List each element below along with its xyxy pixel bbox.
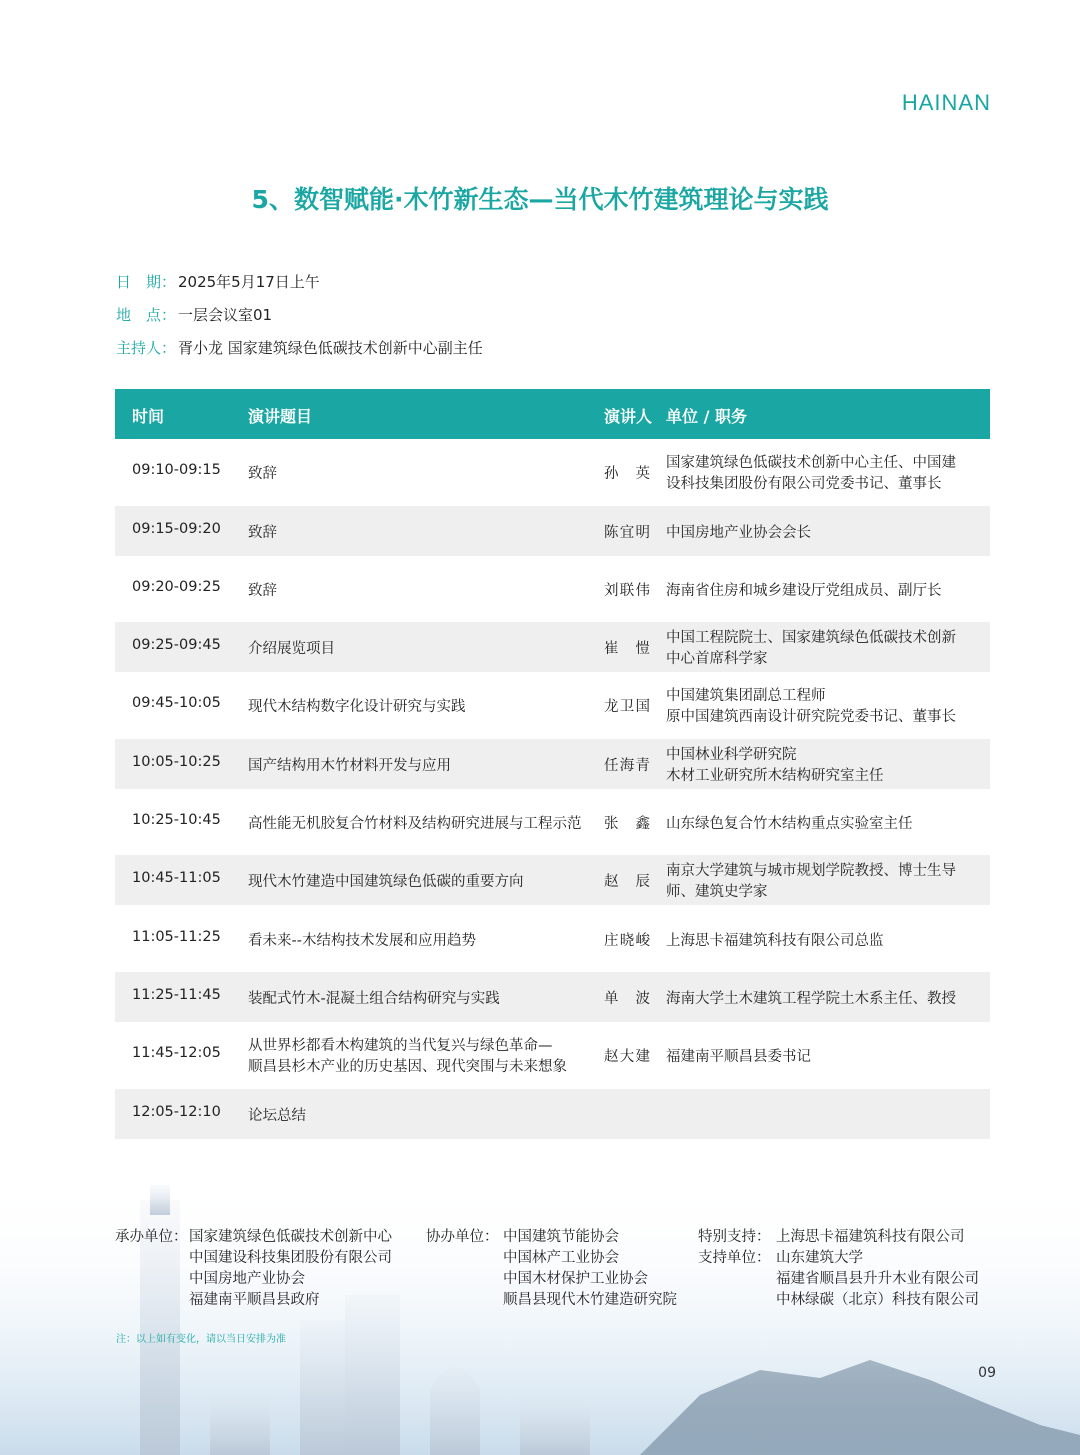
row-speaker: 孙 英	[604, 466, 650, 483]
org-line: 南京大学建筑与城市规划学院教授、博士生导	[666, 863, 956, 880]
table-row	[115, 622, 990, 672]
row-topic	[248, 462, 598, 483]
organizer-item: 中国房地产业协会	[189, 1271, 305, 1287]
org-line: 山东绿色复合竹木结构重点实验室主任	[666, 816, 913, 833]
organizer-item: 国家建筑绿色低碳技术创新中心	[189, 1229, 392, 1245]
place-value: 一层会议室01	[178, 306, 273, 324]
org-line: 福建南平顺昌县委书记	[666, 1049, 811, 1066]
support-label: 支持单位：	[698, 1250, 771, 1266]
table-row	[115, 914, 990, 964]
org-line: 海南省住房和城乡建设厅党组成员、副厅长	[666, 582, 942, 599]
row-speaker: 刘联伟	[604, 582, 650, 599]
row-time: 11:45-12:05	[132, 1045, 221, 1062]
table-row	[115, 972, 990, 1022]
topic-line: 从世界杉都看木构建筑的当代复兴与绿色革命—	[248, 1038, 553, 1055]
row-speaker: 崔 愷	[604, 641, 650, 658]
topic-line: 致辞	[248, 466, 277, 483]
row-org	[666, 453, 984, 495]
co-organizers-list	[503, 1225, 677, 1309]
header-org: 单位 / 职务	[666, 407, 747, 426]
row-speaker: 任海青	[604, 757, 650, 774]
row-time: 10:05-10:25	[132, 753, 221, 770]
table-row	[115, 564, 990, 614]
organizer-item: 福建南平顺昌县政府	[189, 1292, 320, 1308]
supporter-item: 山东建筑大学	[776, 1250, 863, 1266]
row-time: 10:45-11:05	[132, 870, 221, 887]
supporter-item: 中林绿碳（北京）科技有限公司	[776, 1292, 979, 1308]
table-row	[115, 447, 990, 497]
organizer-label: 承办单位：	[115, 1229, 188, 1245]
row-topic	[248, 1104, 598, 1125]
organizer-item: 中国建设科技集团股份有限公司	[189, 1250, 392, 1266]
row-speaker: 单 波	[604, 990, 650, 1007]
date-info	[116, 271, 320, 292]
supporter-item: 福建省顺昌县升升木业有限公司	[776, 1271, 979, 1287]
special-item: 上海思卡福建筑科技有限公司	[776, 1229, 965, 1245]
row-org	[666, 521, 984, 542]
host-label: 主持人：	[116, 339, 177, 357]
row-speaker: 张 鑫	[604, 816, 650, 833]
host-info	[116, 337, 483, 358]
row-speaker: 龙卫国	[604, 699, 650, 716]
org-line: 中国工程院院士、国家建筑绿色低碳技术创新	[666, 630, 956, 647]
topic-line: 现代木结构数字化设计研究与实践	[248, 699, 466, 716]
row-time: 12:05-12:10	[132, 1103, 221, 1120]
org-line: 木材工业研究所木结构研究室主任	[666, 767, 884, 784]
support-list	[776, 1225, 979, 1309]
place-info	[116, 304, 272, 325]
row-time: 09:10-09:15	[132, 462, 221, 479]
topic-line: 顺昌县杉木产业的历史基因、现代突围与未来想象	[248, 1059, 567, 1076]
row-topic	[248, 637, 598, 658]
row-org	[666, 812, 984, 833]
row-topic	[248, 754, 598, 775]
org-line: 中国建筑集团副总工程师	[666, 688, 826, 705]
header-topic: 演讲题目	[248, 407, 313, 426]
row-time: 09:15-09:20	[132, 520, 221, 537]
org-line: 设科技集团股份有限公司党委书记、董事长	[666, 476, 942, 493]
row-speaker: 赵 辰	[604, 874, 650, 891]
row-org	[666, 987, 984, 1008]
row-org	[666, 745, 984, 787]
row-time: 09:25-09:45	[132, 637, 221, 654]
topic-line: 国产结构用木竹材料开发与应用	[248, 757, 451, 774]
header-time: 时间	[132, 407, 165, 426]
row-topic	[248, 987, 598, 1008]
table-row	[115, 506, 990, 556]
row-time: 10:25-10:45	[132, 812, 221, 829]
row-topic	[248, 1036, 598, 1078]
row-org	[666, 579, 984, 600]
row-time: 11:05-11:25	[132, 928, 221, 945]
topic-line: 看未来--木结构技术发展和应用趋势	[248, 932, 476, 949]
table-row	[115, 1030, 990, 1080]
topic-line: 现代木竹建造中国建筑绿色低碳的重要方向	[248, 874, 524, 891]
table-header	[115, 389, 990, 439]
co-organizers-block	[426, 1225, 499, 1246]
org-line: 上海思卡福建筑科技有限公司总监	[666, 932, 884, 949]
organizers-list	[189, 1225, 392, 1309]
topic-line: 高性能无机胶复合竹材料及结构研究进展与工程示范	[248, 816, 582, 833]
co-organizer-item: 中国林产工业协会	[503, 1250, 619, 1266]
agenda-table	[115, 389, 990, 1139]
page-title: 5、数智赋能·木竹新生态—当代木竹建筑理论与实践	[251, 185, 829, 214]
row-topic	[248, 695, 598, 716]
page-number: 09	[978, 1365, 996, 1381]
topic-line: 致辞	[248, 524, 277, 541]
row-topic	[248, 929, 598, 950]
footnote: 注：以上如有变化，请以当日安排为准	[116, 1334, 286, 1345]
row-speaker: 庄晓峻	[604, 932, 650, 949]
row-org	[666, 861, 984, 903]
table-row	[115, 680, 990, 730]
date-value: 2025年5月17日上午	[178, 273, 320, 291]
table-row	[115, 797, 990, 847]
co-organizer-item: 顺昌县现代木竹建造研究院	[503, 1292, 677, 1308]
header-speaker: 演讲人	[604, 407, 653, 426]
row-topic	[248, 579, 598, 600]
support-labels	[698, 1225, 771, 1267]
org-line: 中国林业科学研究院	[666, 746, 797, 763]
row-speaker: 赵大建	[604, 1049, 650, 1066]
row-org	[666, 628, 984, 670]
row-time: 09:20-09:25	[132, 578, 221, 595]
org-line: 海南大学土木建筑工程学院土木系主任、教授	[666, 990, 956, 1007]
row-topic	[248, 521, 598, 542]
table-row	[115, 855, 990, 905]
topic-line: 论坛总结	[248, 1107, 306, 1124]
row-topic	[248, 870, 598, 891]
topic-line: 介绍展览项目	[248, 641, 335, 658]
region-tag: HAINAN	[901, 90, 991, 115]
row-org	[666, 1045, 984, 1066]
co-organizer-item: 中国木材保护工业协会	[503, 1271, 648, 1287]
skyline-illustration	[0, 1180, 1080, 1455]
org-line: 中心首席科学家	[666, 651, 768, 668]
topic-line: 致辞	[248, 582, 277, 599]
table-row	[115, 1089, 990, 1139]
row-org	[666, 686, 984, 728]
co-organizer-item: 中国建筑节能协会	[503, 1229, 619, 1245]
org-line: 国家建筑绿色低碳技术创新中心主任、中国建	[666, 455, 956, 472]
place-label: 地 点：	[116, 306, 177, 324]
topic-line: 装配式竹木-混凝土组合结构研究与实践	[248, 990, 500, 1007]
org-line: 原中国建筑西南设计研究院党委书记、董事长	[666, 709, 956, 726]
row-time: 11:25-11:45	[132, 986, 221, 1003]
row-org	[666, 929, 984, 950]
org-line: 中国房地产业协会会长	[666, 524, 811, 541]
row-time: 09:45-10:05	[132, 695, 221, 712]
table-body	[115, 447, 990, 1138]
org-line: 师、建筑史学家	[666, 884, 768, 901]
row-topic	[248, 812, 598, 833]
row-speaker: 陈宜明	[604, 524, 650, 541]
organizers-block	[115, 1225, 188, 1246]
host-value: 胥小龙 国家建筑绿色低碳技术创新中心副主任	[178, 339, 483, 357]
special-label: 特别支持：	[698, 1229, 771, 1245]
co-organizer-label: 协办单位：	[426, 1229, 499, 1245]
date-label: 日 期：	[116, 273, 177, 291]
table-row	[115, 739, 990, 789]
